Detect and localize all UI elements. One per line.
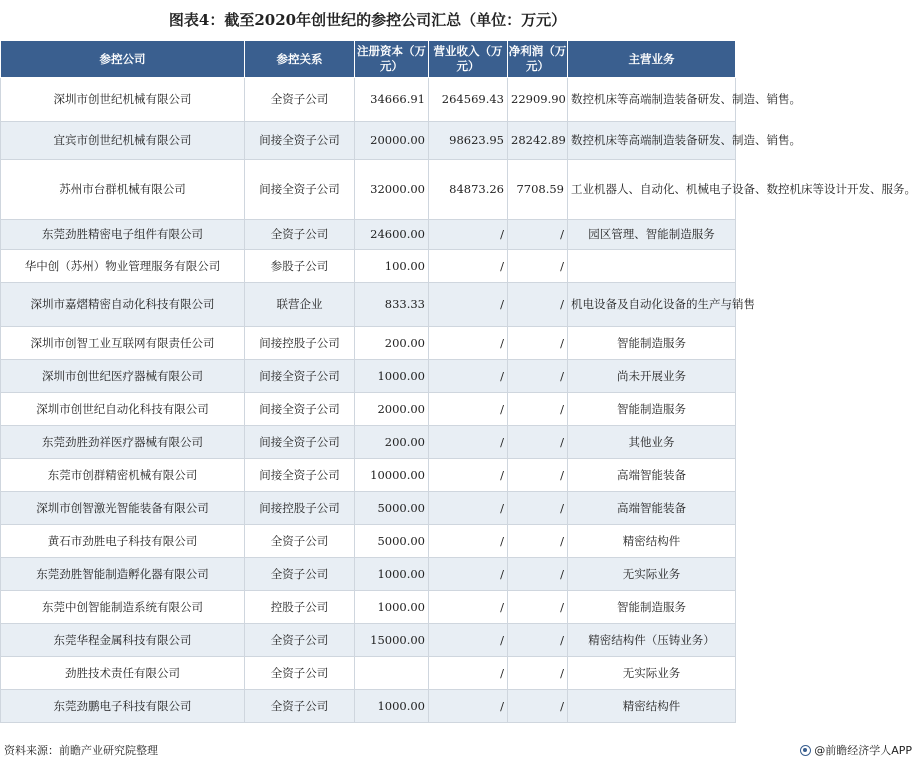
cell-company: 深圳市创智工业互联网有限责任公司: [1, 327, 245, 360]
cell-revenue: /: [429, 657, 508, 690]
cell-capital: 2000.00: [355, 393, 429, 426]
cell-company: 东莞中创智能制造系统有限公司: [1, 591, 245, 624]
cell-relation: 间接全资子公司: [245, 459, 355, 492]
cell-company: 深圳市创世纪自动化科技有限公司: [1, 393, 245, 426]
cell-revenue: /: [429, 459, 508, 492]
cell-profit: /: [508, 250, 568, 283]
cell-company: 苏州市台群机械有限公司: [1, 160, 245, 220]
cell-revenue: /: [429, 492, 508, 525]
table-row: [1, 283, 736, 327]
table-row: [1, 220, 736, 250]
cell-relation: 全资子公司: [245, 525, 355, 558]
table-row: [1, 122, 736, 160]
cell-business: 工业机器人、自动化、机械电子设备、数控机床等设计开发、服务。: [568, 160, 736, 220]
cell-business: 精密结构件（压铸业务）: [568, 624, 736, 657]
cell-capital: 10000.00: [355, 459, 429, 492]
subsidiary-table: [0, 40, 916, 723]
cell-business: 其他业务: [568, 426, 736, 459]
table-row: [1, 558, 736, 591]
cell-revenue: /: [429, 525, 508, 558]
cell-capital: 15000.00: [355, 624, 429, 657]
header-profit: 净利润（万元）: [508, 41, 568, 78]
cell-company: 劲胜技术责任有限公司: [1, 657, 245, 690]
cell-business: 尚未开展业务: [568, 360, 736, 393]
cell-relation: 间接全资子公司: [245, 393, 355, 426]
table-row: [1, 459, 736, 492]
brand-logo-icon: [800, 745, 811, 756]
cell-revenue: /: [429, 220, 508, 250]
cell-relation: 间接全资子公司: [245, 360, 355, 393]
cell-capital: 1000.00: [355, 558, 429, 591]
table-row: [1, 525, 736, 558]
cell-revenue: /: [429, 690, 508, 723]
table-row: [1, 591, 736, 624]
cell-revenue: /: [429, 591, 508, 624]
cell-profit: /: [508, 426, 568, 459]
cell-company: 东莞劲胜精密电子组件有限公司: [1, 220, 245, 250]
cell-company: 东莞华程金属科技有限公司: [1, 624, 245, 657]
cell-profit: /: [508, 525, 568, 558]
header-capital: 注册资本（万元）: [355, 41, 429, 78]
cell-profit: /: [508, 624, 568, 657]
header-revenue: 营业收入（万元）: [429, 41, 508, 78]
cell-company: 黄石市劲胜电子科技有限公司: [1, 525, 245, 558]
source-note: 资料来源：前瞻产业研究院整理: [4, 744, 158, 757]
table-header-row: [1, 41, 736, 78]
cell-revenue: /: [429, 624, 508, 657]
cell-capital: 1000.00: [355, 690, 429, 723]
cell-revenue: /: [429, 283, 508, 327]
cell-capital: 5000.00: [355, 492, 429, 525]
cell-company: 华中创（苏州）物业管理服务有限公司: [1, 250, 245, 283]
cell-profit: 28242.89: [508, 122, 568, 160]
cell-company: 东莞市创群精密机械有限公司: [1, 459, 245, 492]
cell-business: 数控机床等高端制造装备研发、制造、销售。: [568, 122, 736, 160]
cell-profit: /: [508, 283, 568, 327]
cell-business: 高端智能装备: [568, 459, 736, 492]
cell-revenue: /: [429, 393, 508, 426]
cell-relation: 全资子公司: [245, 220, 355, 250]
table-row: [1, 327, 736, 360]
cell-relation: 全资子公司: [245, 624, 355, 657]
cell-revenue: /: [429, 426, 508, 459]
page-title: 图表4：截至2020年创世纪的参控公司汇总（单位：万元）: [168, 11, 567, 29]
cell-company: 东莞劲胜劲祥医疗器械有限公司: [1, 426, 245, 459]
cell-capital: 1000.00: [355, 360, 429, 393]
cell-capital: 200.00: [355, 426, 429, 459]
cell-relation: 全资子公司: [245, 657, 355, 690]
cell-relation: 参股子公司: [245, 250, 355, 283]
cell-profit: /: [508, 657, 568, 690]
cell-business: 园区管理、智能制造服务: [568, 220, 736, 250]
table-row: [1, 690, 736, 723]
cell-capital: 200.00: [355, 327, 429, 360]
cell-capital: 20000.00: [355, 122, 429, 160]
cell-business: 无实际业务: [568, 657, 736, 690]
header-relation: 参控关系: [245, 41, 355, 78]
cell-profit: /: [508, 558, 568, 591]
cell-relation: 间接控股子公司: [245, 492, 355, 525]
cell-relation: 联营企业: [245, 283, 355, 327]
cell-capital: 24600.00: [355, 220, 429, 250]
cell-relation: 控股子公司: [245, 591, 355, 624]
cell-capital: 34666.91: [355, 78, 429, 122]
cell-business: 精密结构件: [568, 690, 736, 723]
header-company: 参控公司: [1, 41, 245, 78]
table-row: [1, 250, 736, 283]
table-row: [1, 360, 736, 393]
cell-relation: 间接全资子公司: [245, 426, 355, 459]
cell-profit: /: [508, 459, 568, 492]
cell-revenue: 264569.43: [429, 78, 508, 122]
cell-relation: 间接全资子公司: [245, 122, 355, 160]
cell-profit: 22909.90: [508, 78, 568, 122]
cell-profit: /: [508, 690, 568, 723]
cell-revenue: /: [429, 250, 508, 283]
cell-capital: 32000.00: [355, 160, 429, 220]
cell-profit: /: [508, 393, 568, 426]
cell-company: 东莞劲胜智能制造孵化器有限公司: [1, 558, 245, 591]
credit-text: @前瞻经济学人APP: [814, 744, 912, 757]
cell-business: 精密结构件: [568, 525, 736, 558]
table-row: [1, 426, 736, 459]
cell-profit: /: [508, 327, 568, 360]
cell-relation: 全资子公司: [245, 558, 355, 591]
cell-capital: 833.33: [355, 283, 429, 327]
cell-business: 智能制造服务: [568, 327, 736, 360]
cell-profit: 7708.59: [508, 160, 568, 220]
cell-business: 高端智能装备: [568, 492, 736, 525]
cell-company: 深圳市创世纪机械有限公司: [1, 78, 245, 122]
table-row: [1, 78, 736, 122]
cell-company: 东莞劲鹏电子科技有限公司: [1, 690, 245, 723]
cell-company: 深圳市嘉熠精密自动化科技有限公司: [1, 283, 245, 327]
table-body: [1, 78, 916, 723]
cell-profit: /: [508, 220, 568, 250]
credit-line: [800, 742, 912, 758]
cell-capital: [355, 657, 429, 690]
cell-company: 深圳市创智激光智能装备有限公司: [1, 492, 245, 525]
cell-business: [568, 250, 736, 283]
cell-profit: /: [508, 360, 568, 393]
cell-relation: 全资子公司: [245, 690, 355, 723]
cell-company: 宜宾市创世纪机械有限公司: [1, 122, 245, 160]
table-row: [1, 492, 736, 525]
cell-revenue: 98623.95: [429, 122, 508, 160]
cell-capital: 100.00: [355, 250, 429, 283]
cell-company: 深圳市创世纪医疗器械有限公司: [1, 360, 245, 393]
cell-relation: 间接全资子公司: [245, 160, 355, 220]
cell-relation: 全资子公司: [245, 78, 355, 122]
cell-capital: 1000.00: [355, 591, 429, 624]
cell-business: 无实际业务: [568, 558, 736, 591]
cell-business: 智能制造服务: [568, 393, 736, 426]
cell-relation: 间接控股子公司: [245, 327, 355, 360]
cell-revenue: /: [429, 558, 508, 591]
table-row: [1, 657, 736, 690]
cell-business: 数控机床等高端制造装备研发、制造、销售。: [568, 78, 736, 122]
cell-revenue: /: [429, 360, 508, 393]
table-row: [1, 160, 736, 220]
header-business: 主营业务: [568, 41, 736, 78]
cell-capital: 5000.00: [355, 525, 429, 558]
cell-business: 智能制造服务: [568, 591, 736, 624]
cell-revenue: 84873.26: [429, 160, 508, 220]
table-row: [1, 624, 736, 657]
cell-profit: /: [508, 591, 568, 624]
cell-profit: /: [508, 492, 568, 525]
cell-business: 机电设备及自动化设备的生产与销售: [568, 283, 736, 327]
table-row: [1, 393, 736, 426]
cell-revenue: /: [429, 327, 508, 360]
